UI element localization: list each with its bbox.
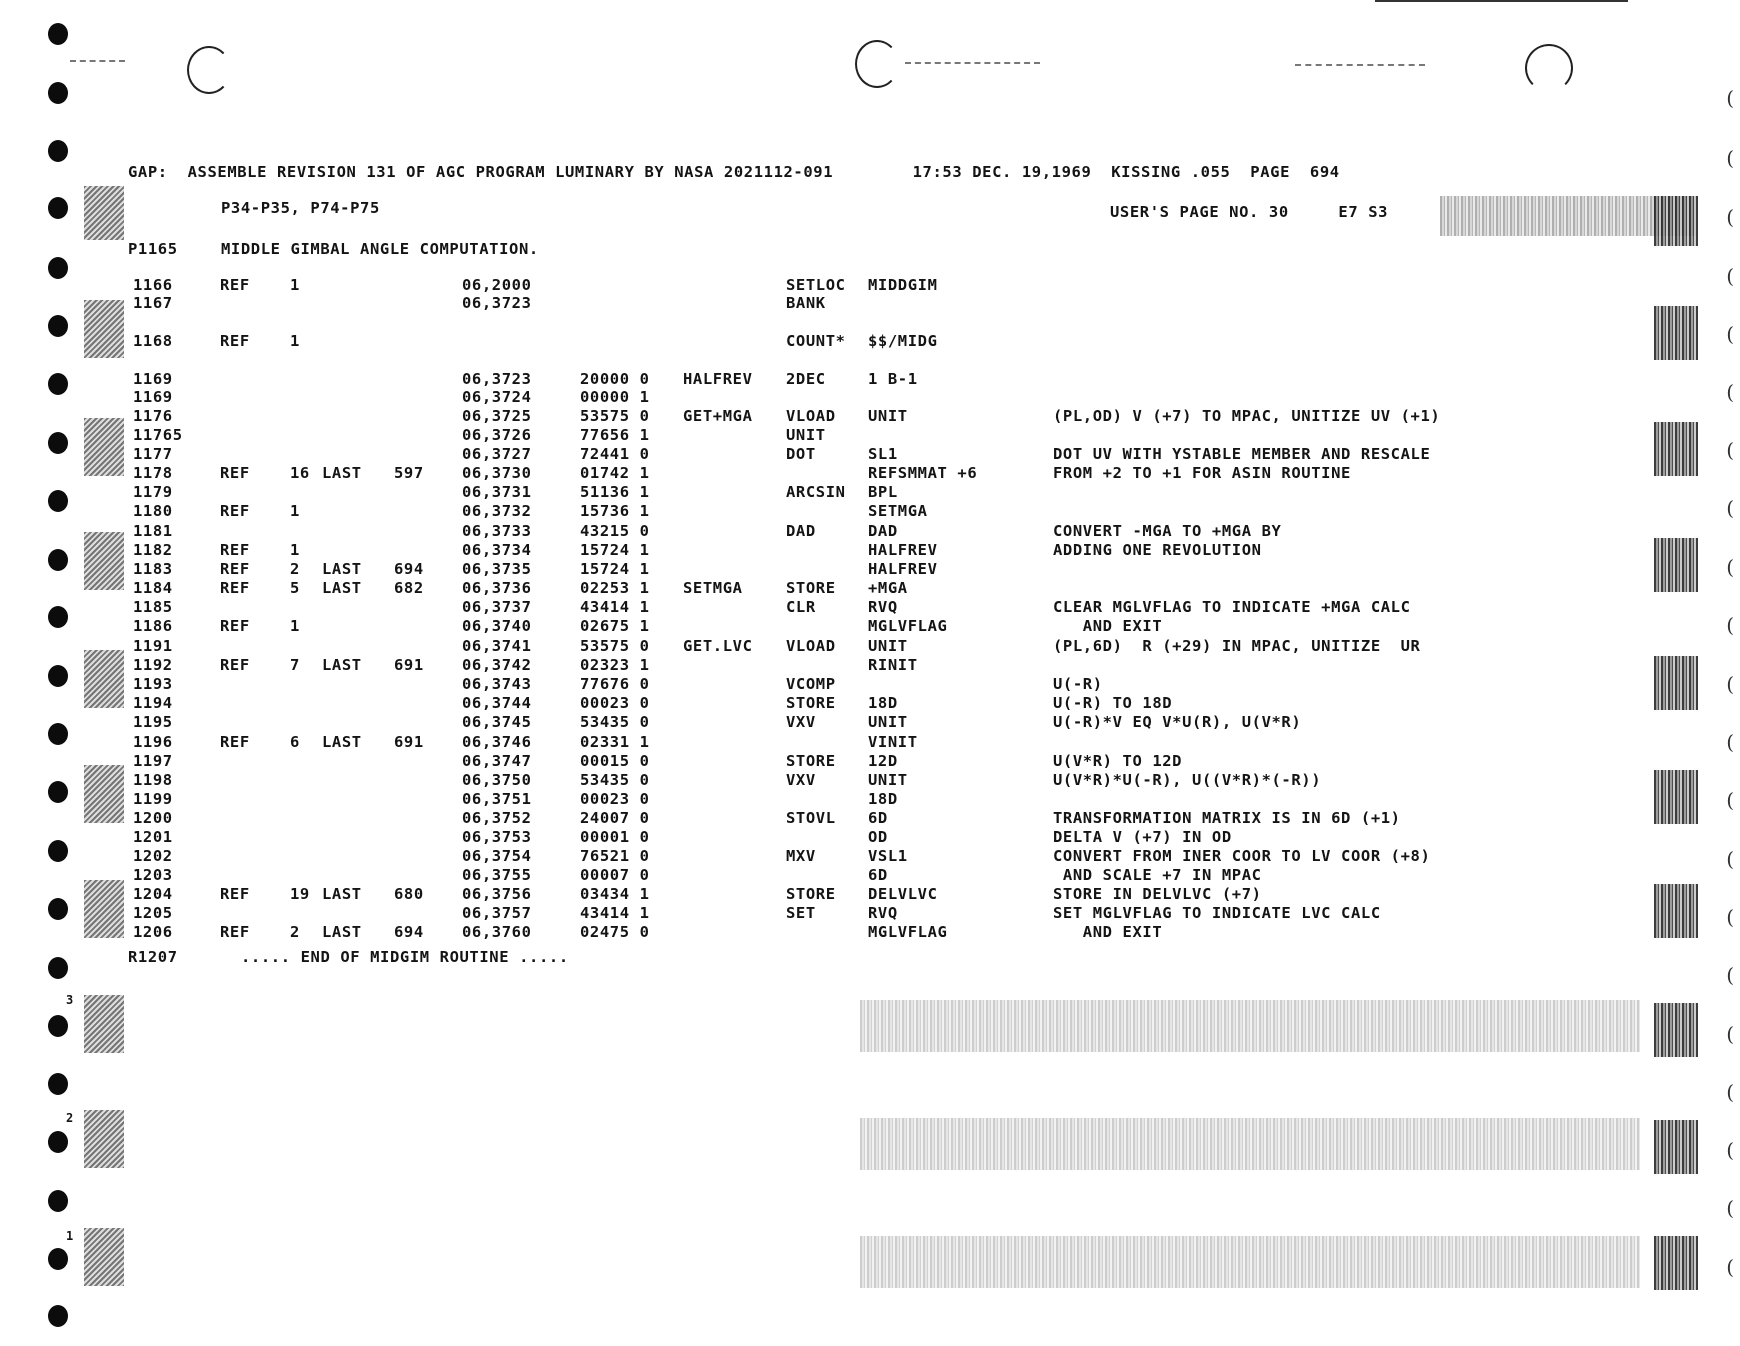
line-number: 1169 <box>133 388 173 406</box>
octal-word: 02323 1 <box>580 656 650 674</box>
comment: U(V*R) TO 12D <box>1053 752 1183 770</box>
line-number: 1200 <box>133 809 173 827</box>
operand: $$/MIDG <box>868 332 938 350</box>
location: 06,3724 <box>462 388 532 406</box>
scan-noise <box>84 1228 124 1286</box>
margin-number: 3 <box>66 993 74 1007</box>
operand: RINIT <box>868 656 918 674</box>
tractor-mark: ( <box>1726 730 1734 754</box>
scan-dash <box>905 62 1040 65</box>
line-number: 1195 <box>133 713 173 731</box>
ref-keyword: REF <box>220 464 250 482</box>
tractor-mark: ( <box>1726 1022 1734 1046</box>
ref-keyword: REF <box>220 617 250 635</box>
octal-word: 43215 0 <box>580 522 650 540</box>
opcode: VCOMP <box>786 675 836 693</box>
punch-hole <box>48 315 68 337</box>
comment: TRANSFORMATION MATRIX IS IN 6D (+1) <box>1053 809 1401 827</box>
ref-keyword: REF <box>220 502 250 520</box>
opcode: STORE <box>786 752 836 770</box>
octal-word: 02675 1 <box>580 617 650 635</box>
location: 06,3753 <box>462 828 532 846</box>
ref-count: 2 <box>290 923 300 941</box>
scan-noise <box>1654 196 1698 246</box>
line-number: 1167 <box>133 294 173 312</box>
line-number: 1203 <box>133 866 173 884</box>
comment: DELTA V (+7) IN OD <box>1053 828 1232 846</box>
comment: STORE IN DELVLVC (+7) <box>1053 885 1262 903</box>
octal-word: 43414 1 <box>580 598 650 616</box>
punch-hole <box>48 723 68 745</box>
location: 06,3741 <box>462 637 532 655</box>
operand: 18D <box>868 694 898 712</box>
octal-word: 00015 0 <box>580 752 650 770</box>
line-number: 1180 <box>133 502 173 520</box>
scan-noise <box>1654 538 1698 592</box>
scan-noise <box>1654 306 1698 360</box>
line-number: 1168 <box>133 332 173 350</box>
line-number: 1204 <box>133 885 173 903</box>
opcode: VLOAD <box>786 637 836 655</box>
scan-dash <box>1295 64 1425 67</box>
ref-count: 1 <box>290 332 300 350</box>
line-number: 1166 <box>133 276 173 294</box>
tractor-mark: ( <box>1726 438 1734 462</box>
punch-hole <box>48 373 68 395</box>
line-number: 1181 <box>133 522 173 540</box>
comment: CONVERT -MGA TO +MGA BY <box>1053 522 1282 540</box>
ref-keyword: REF <box>220 560 250 578</box>
punch-hole <box>48 781 68 803</box>
scan-noise <box>860 1236 1640 1288</box>
opcode: STORE <box>786 885 836 903</box>
sprocket-arc <box>187 46 231 94</box>
scan-noise <box>84 995 124 1053</box>
location: 06,3756 <box>462 885 532 903</box>
comment: CLEAR MGLVFLAG TO INDICATE +MGA CALC <box>1053 598 1411 616</box>
location: 06,3743 <box>462 675 532 693</box>
octal-word: 00001 0 <box>580 828 650 846</box>
opcode: ARCSIN <box>786 483 846 501</box>
location: 06,3752 <box>462 809 532 827</box>
section-title: MIDDLE GIMBAL ANGLE COMPUTATION. <box>221 240 539 258</box>
comment: SET MGLVFLAG TO INDICATE LVC CALC <box>1053 904 1381 922</box>
opcode: UNIT <box>786 426 826 444</box>
line-number: 1186 <box>133 617 173 635</box>
octal-word: 15736 1 <box>580 502 650 520</box>
scan-noise <box>1654 884 1698 938</box>
operand: SL1 <box>868 445 898 463</box>
listing-footer-text: ..... END OF MIDGIM ROUTINE ..... <box>241 948 569 966</box>
punch-hole <box>48 665 68 687</box>
punch-hole <box>48 23 68 45</box>
location: 06,3754 <box>462 847 532 865</box>
comment: AND EXIT <box>1053 923 1163 941</box>
operand: SETMGA <box>868 502 928 520</box>
tractor-mark: ( <box>1726 146 1734 170</box>
octal-word: 72441 0 <box>580 445 650 463</box>
scan-dash <box>70 60 125 63</box>
location: 06,3746 <box>462 733 532 751</box>
punch-hole <box>48 1073 68 1095</box>
punch-hole <box>48 957 68 979</box>
last-keyword: LAST <box>322 733 362 751</box>
operand: UNIT <box>868 637 908 655</box>
opcode: SET <box>786 904 816 922</box>
punch-hole <box>48 606 68 628</box>
scan-noise <box>1654 422 1698 476</box>
octal-word: 76521 0 <box>580 847 650 865</box>
operand: MIDDGIM <box>868 276 938 294</box>
ref-keyword: REF <box>220 656 250 674</box>
line-number: 1184 <box>133 579 173 597</box>
opcode: DOT <box>786 445 816 463</box>
last-keyword: LAST <box>322 579 362 597</box>
operand: UNIT <box>868 713 908 731</box>
scan-noise <box>84 1110 124 1168</box>
location: 06,3740 <box>462 617 532 635</box>
location: 06,3744 <box>462 694 532 712</box>
octal-word: 15724 1 <box>580 541 650 559</box>
location: 06,3734 <box>462 541 532 559</box>
operand: UNIT <box>868 771 908 789</box>
location: 06,3760 <box>462 923 532 941</box>
label: HALFREV <box>683 370 753 388</box>
line-number: 1183 <box>133 560 173 578</box>
listing-footer-line: R1207 <box>128 948 178 966</box>
location: 06,3732 <box>462 502 532 520</box>
operand: VINIT <box>868 733 918 751</box>
opcode: CLR <box>786 598 816 616</box>
operand: HALFREV <box>868 541 938 559</box>
opcode: MXV <box>786 847 816 865</box>
line-number: 1198 <box>133 771 173 789</box>
location: 06,3725 <box>462 407 532 425</box>
sprocket-arc <box>855 40 899 88</box>
scan-noise <box>84 880 124 938</box>
line-number: 1201 <box>133 828 173 846</box>
opcode: COUNT* <box>786 332 846 350</box>
ref-keyword: REF <box>220 733 250 751</box>
operand: +MGA <box>868 579 908 597</box>
punch-hole <box>48 1131 68 1153</box>
operand: BPL <box>868 483 898 501</box>
location: 06,3745 <box>462 713 532 731</box>
tractor-mark: ( <box>1726 1080 1734 1104</box>
tractor-mark: ( <box>1726 1138 1734 1162</box>
line-number: 1176 <box>133 407 173 425</box>
tractor-mark: ( <box>1726 613 1734 637</box>
line-number: 1205 <box>133 904 173 922</box>
operand: DELVLVC <box>868 885 938 903</box>
operand: REFSMMAT +6 <box>868 464 978 482</box>
ref-keyword: REF <box>220 885 250 903</box>
last-keyword: LAST <box>322 885 362 903</box>
location: 06,3723 <box>462 370 532 388</box>
tractor-mark: ( <box>1726 380 1734 404</box>
line-number: 1202 <box>133 847 173 865</box>
operand: 6D <box>868 809 888 827</box>
scan-noise <box>84 300 124 358</box>
location: 06,3757 <box>462 904 532 922</box>
octal-word: 20000 0 <box>580 370 650 388</box>
last-page: 694 <box>394 923 424 941</box>
opcode: STOVL <box>786 809 836 827</box>
comment: AND SCALE +7 IN MPAC <box>1053 866 1262 884</box>
punch-hole <box>48 1015 68 1037</box>
octal-word: 00000 1 <box>580 388 650 406</box>
operand: MGLVFLAG <box>868 923 948 941</box>
operand: 6D <box>868 866 888 884</box>
last-page: 694 <box>394 560 424 578</box>
operand: OD <box>868 828 888 846</box>
octal-word: 00023 0 <box>580 694 650 712</box>
last-keyword: LAST <box>322 923 362 941</box>
tractor-mark: ( <box>1726 555 1734 579</box>
octal-word: 51136 1 <box>580 483 650 501</box>
location: 06,3750 <box>462 771 532 789</box>
scan-noise <box>84 765 124 823</box>
scan-noise <box>860 1000 1640 1052</box>
comment: AND EXIT <box>1053 617 1163 635</box>
punch-hole <box>48 549 68 571</box>
punch-hole <box>48 197 68 219</box>
ref-keyword: REF <box>220 541 250 559</box>
margin-number: 2 <box>66 1111 74 1125</box>
location: 06,3742 <box>462 656 532 674</box>
ref-count: 1 <box>290 541 300 559</box>
margin-number: 1 <box>66 1229 74 1243</box>
last-keyword: LAST <box>322 560 362 578</box>
punch-hole <box>48 840 68 862</box>
line-number: 1169 <box>133 370 173 388</box>
comment: FROM +2 TO +1 FOR ASIN ROUTINE <box>1053 464 1351 482</box>
last-keyword: LAST <box>322 656 362 674</box>
listing-header: GAP: ASSEMBLE REVISION 131 OF AGC PROGRAM LUMINARY BY NASA 2021112-091 17:53 DEC. 19,1969 KISSING .055 PAGE 694 <box>128 163 1340 181</box>
last-page: 680 <box>394 885 424 903</box>
ref-count: 2 <box>290 560 300 578</box>
tractor-mark: ( <box>1726 905 1734 929</box>
scan-noise <box>84 532 124 590</box>
location: 06,3736 <box>462 579 532 597</box>
punch-hole <box>48 257 68 279</box>
last-page: 691 <box>394 656 424 674</box>
punch-hole <box>48 1190 68 1212</box>
line-number: 1182 <box>133 541 173 559</box>
punch-hole <box>48 82 68 104</box>
ref-count: 1 <box>290 617 300 635</box>
scan-noise <box>860 1118 1640 1170</box>
octal-word: 03434 1 <box>580 885 650 903</box>
tractor-mark: ( <box>1726 1255 1734 1279</box>
tractor-mark: ( <box>1726 86 1734 110</box>
opcode: 2DEC <box>786 370 826 388</box>
comment: ADDING ONE REVOLUTION <box>1053 541 1262 559</box>
line-number: 1206 <box>133 923 173 941</box>
operand: MGLVFLAG <box>868 617 948 635</box>
comment: (PL,OD) V (+7) TO MPAC, UNITIZE UV (+1) <box>1053 407 1441 425</box>
line-number: 1197 <box>133 752 173 770</box>
ref-count: 6 <box>290 733 300 751</box>
punch-hole <box>48 490 68 512</box>
line-number: 1179 <box>133 483 173 501</box>
last-page: 597 <box>394 464 424 482</box>
ref-count: 5 <box>290 579 300 597</box>
octal-word: 43414 1 <box>580 904 650 922</box>
octal-word: 24007 0 <box>580 809 650 827</box>
punch-hole <box>48 1248 68 1270</box>
tractor-mark: ( <box>1726 847 1734 871</box>
operand: 1 B-1 <box>868 370 918 388</box>
label: GET+MGA <box>683 407 753 425</box>
location: 06,3747 <box>462 752 532 770</box>
line-number: 1178 <box>133 464 173 482</box>
scan-noise <box>84 650 124 708</box>
line-number: 1177 <box>133 445 173 463</box>
location: 06,3737 <box>462 598 532 616</box>
comment: U(-R) TO 18D <box>1053 694 1173 712</box>
scan-noise <box>84 418 124 476</box>
octal-word: 53575 0 <box>580 637 650 655</box>
scan-noise <box>1654 770 1698 824</box>
operand: HALFREV <box>868 560 938 578</box>
octal-word: 53435 0 <box>580 771 650 789</box>
punch-hole <box>48 1305 68 1327</box>
comment: U(-R)*V EQ V*U(R), U(V*R) <box>1053 713 1302 731</box>
tractor-mark: ( <box>1726 322 1734 346</box>
octal-word: 77676 0 <box>580 675 650 693</box>
location: 06,3751 <box>462 790 532 808</box>
line-number: 1192 <box>133 656 173 674</box>
line-number: 1194 <box>133 694 173 712</box>
opcode: STORE <box>786 694 836 712</box>
scan-noise <box>1654 1236 1698 1290</box>
location: 06,3733 <box>462 522 532 540</box>
comment: DOT UV WITH YSTABLE MEMBER AND RESCALE <box>1053 445 1431 463</box>
location: 06,3726 <box>462 426 532 444</box>
tractor-mark: ( <box>1726 963 1734 987</box>
comment: U(-R) <box>1053 675 1103 693</box>
comment: CONVERT FROM INER COOR TO LV COOR (+8) <box>1053 847 1431 865</box>
line-number: 1191 <box>133 637 173 655</box>
ref-keyword: REF <box>220 579 250 597</box>
scan-noise <box>1654 656 1698 710</box>
punch-hole <box>48 898 68 920</box>
punch-hole <box>48 140 68 162</box>
ref-keyword: REF <box>220 276 250 294</box>
listing-subtitle-left: P34-P35, P74-P75 <box>221 199 380 217</box>
operand: UNIT <box>868 407 908 425</box>
punch-hole <box>48 432 68 454</box>
ref-keyword: REF <box>220 332 250 350</box>
label: GET.LVC <box>683 637 753 655</box>
line-number: 1185 <box>133 598 173 616</box>
opcode: SETLOC <box>786 276 846 294</box>
location: 06,3731 <box>462 483 532 501</box>
line-number: P1165 <box>128 240 178 258</box>
sprocket-arc <box>1525 44 1573 92</box>
scan-noise <box>1654 1120 1698 1174</box>
top-rule <box>1375 0 1628 2</box>
opcode: VXV <box>786 771 816 789</box>
location: 06,3730 <box>462 464 532 482</box>
opcode: VLOAD <box>786 407 836 425</box>
ref-count: 19 <box>290 885 310 903</box>
octal-word: 02253 1 <box>580 579 650 597</box>
tractor-mark: ( <box>1726 672 1734 696</box>
operand: RVQ <box>868 904 898 922</box>
location: 06,3727 <box>462 445 532 463</box>
ref-count: 1 <box>290 502 300 520</box>
operand: 18D <box>868 790 898 808</box>
line-number: 1196 <box>133 733 173 751</box>
ref-keyword: REF <box>220 923 250 941</box>
location: 06,3735 <box>462 560 532 578</box>
label: SETMGA <box>683 579 743 597</box>
line-number: 11765 <box>133 426 183 444</box>
tractor-mark: ( <box>1726 496 1734 520</box>
tractor-mark: ( <box>1726 264 1734 288</box>
tractor-mark: ( <box>1726 1196 1734 1220</box>
scan-noise <box>1654 1003 1698 1057</box>
comment: (PL,6D) R (+29) IN MPAC, UNITIZE UR <box>1053 637 1421 655</box>
line-number: 1199 <box>133 790 173 808</box>
listing-subtitle-right: USER'S PAGE NO. 30 E7 S3 <box>1110 203 1389 221</box>
location: 06,2000 <box>462 276 532 294</box>
comment: U(V*R)*U(-R), U((V*R)*(-R)) <box>1053 771 1322 789</box>
last-page: 682 <box>394 579 424 597</box>
opcode: BANK <box>786 294 826 312</box>
last-page: 691 <box>394 733 424 751</box>
opcode: DAD <box>786 522 816 540</box>
octal-word: 00007 0 <box>580 866 650 884</box>
octal-word: 02331 1 <box>580 733 650 751</box>
operand: VSL1 <box>868 847 908 865</box>
operand: 12D <box>868 752 898 770</box>
tractor-mark: ( <box>1726 205 1734 229</box>
operand: RVQ <box>868 598 898 616</box>
octal-word: 53575 0 <box>580 407 650 425</box>
octal-word: 15724 1 <box>580 560 650 578</box>
line-number: 1193 <box>133 675 173 693</box>
ref-count: 7 <box>290 656 300 674</box>
octal-word: 53435 0 <box>580 713 650 731</box>
octal-word: 77656 1 <box>580 426 650 444</box>
ref-count: 1 <box>290 276 300 294</box>
ref-count: 16 <box>290 464 310 482</box>
octal-word: 00023 0 <box>580 790 650 808</box>
octal-word: 01742 1 <box>580 464 650 482</box>
octal-word: 02475 0 <box>580 923 650 941</box>
opcode: VXV <box>786 713 816 731</box>
opcode: STORE <box>786 579 836 597</box>
operand: DAD <box>868 522 898 540</box>
scan-noise <box>84 186 124 240</box>
location: 06,3755 <box>462 866 532 884</box>
last-keyword: LAST <box>322 464 362 482</box>
location: 06,3723 <box>462 294 532 312</box>
tractor-mark: ( <box>1726 788 1734 812</box>
